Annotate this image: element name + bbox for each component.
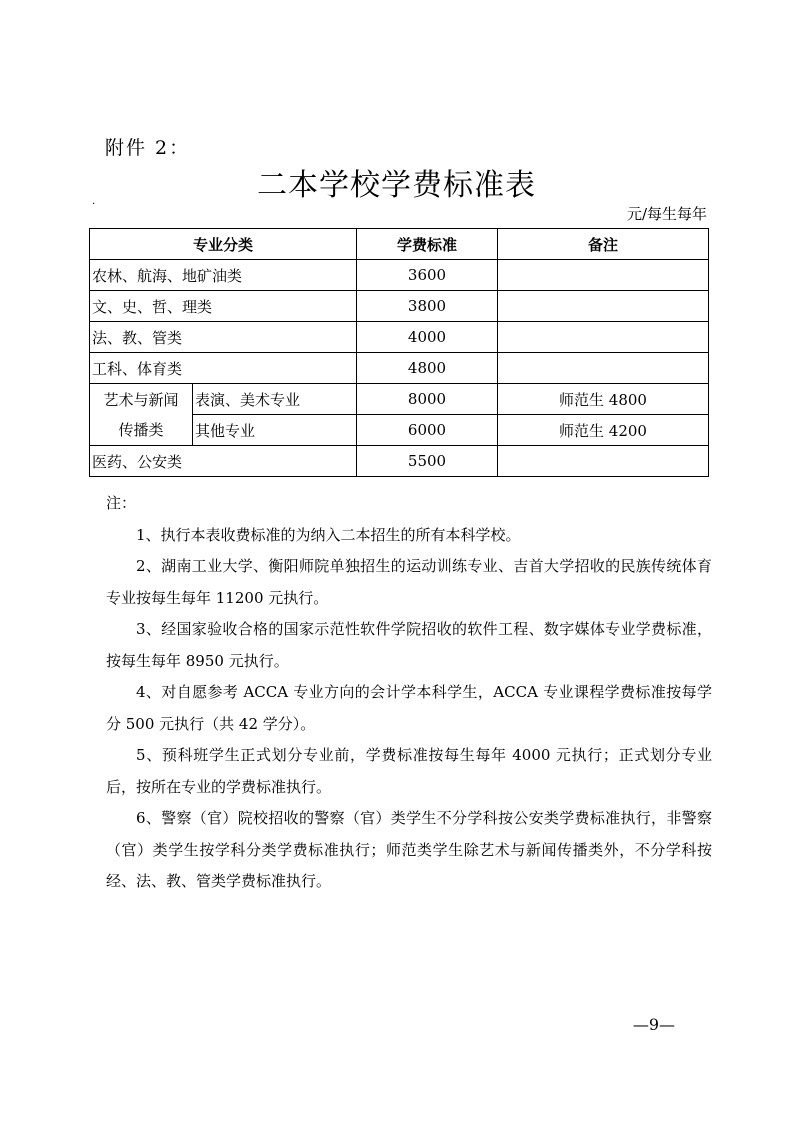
row-subcategory: 其他专业 [193, 415, 357, 446]
note-item: 3、经国家验收合格的国家示范性软件学院招收的软件工程、数字媒体专业学费标准，按每生每年 8950 元执行。 [106, 620, 712, 670]
art-group-label-line2: 传播类 [118, 420, 164, 439]
note-item: 6、警察（官）院校招收的警察（官）类学生不分学科按公安类学费标准执行，非警察（官）类学生按学科分类学费标准执行；师范类学生除艺术与新闻传播类外，不分学科按经、法、教、管类学费标准执行。 [106, 809, 712, 890]
document-title: 二本学校学费标准表 [257, 168, 536, 203]
row-fee: 8000 [357, 384, 498, 415]
row-category: 医药、公安类 [90, 446, 357, 477]
note-item: 1、执行本表收费标准的为纳入二本招生的所有本科学校。 [136, 525, 521, 544]
table-row [90, 260, 709, 291]
art-group-label-line1: 艺术与新闻 [103, 390, 179, 409]
notes-heading: 注： [106, 494, 137, 512]
row-remark [498, 260, 709, 291]
row-category: 法、教、管类 [90, 322, 357, 353]
note-item: 5、预科班学生正式划分专业前，学费标准按每生每年 4000 元执行；正式划分专业后，按所在专业的学费标准执行。 [106, 746, 712, 796]
table-row [90, 384, 709, 415]
row-category: 文、史、哲、理类 [90, 291, 357, 322]
row-remark [498, 322, 709, 353]
header-fee: 学费标准 [357, 229, 498, 260]
row-fee: 6000 [357, 415, 498, 446]
table-row [90, 353, 709, 384]
table-row [90, 446, 709, 477]
row-remark: 师范生 4800 [498, 384, 709, 415]
header-remark: 备注 [498, 229, 709, 260]
art-group-label [90, 384, 193, 446]
row-remark [498, 291, 709, 322]
fee-table [89, 228, 709, 477]
row-fee: 4800 [357, 353, 498, 384]
note-item: 4、对自愿参考 ACCA 专业方向的会计学本科学生，ACCA 专业课程学费标准按每学分 500 元执行（共 42 学分）。 [106, 683, 712, 733]
stray-mark: · [92, 199, 96, 210]
row-category: 农林、航海、地矿油类 [90, 260, 357, 291]
row-fee: 5500 [357, 446, 498, 477]
row-fee: 4000 [357, 322, 498, 353]
row-subcategory: 表演、美术专业 [193, 384, 357, 415]
row-remark: 师范生 4200 [498, 415, 709, 446]
row-fee: 3600 [357, 260, 498, 291]
page-number: —9— [632, 1015, 675, 1034]
notes-section [106, 488, 712, 898]
row-category: 工科、体育类 [90, 353, 357, 384]
table-row [90, 291, 709, 322]
row-fee: 3800 [357, 291, 498, 322]
unit-label: 元/每生每年 [626, 205, 707, 223]
table-row [90, 322, 709, 353]
row-remark [498, 353, 709, 384]
row-remark [498, 446, 709, 477]
attachment-label: 附件 2： [105, 137, 191, 159]
table-header-row [90, 229, 709, 260]
note-item: 2、湖南工业大学、衡阳师院单独招生的运动训练专业、吉首大学招收的民族传统体育专业按每生每年 11200 元执行。 [106, 557, 712, 607]
header-category: 专业分类 [90, 229, 357, 260]
